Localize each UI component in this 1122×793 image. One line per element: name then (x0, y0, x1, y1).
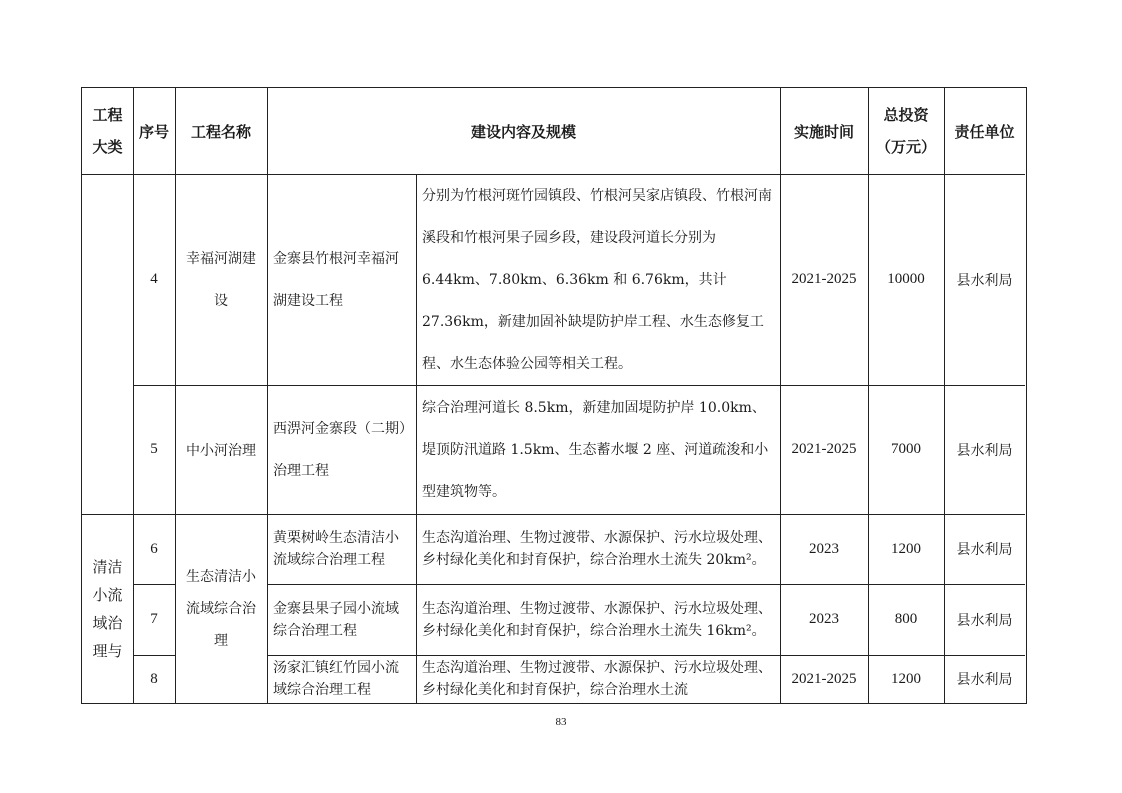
row-6-period: 2023 (809, 540, 839, 557)
row-7-name: 金寨县果子园小流域综合治理工程 (273, 600, 399, 639)
row-6-unit: 县水利局 (956, 542, 1013, 558)
row-7-seq: 7 (150, 611, 158, 627)
row-8-name: 汤家汇镇红竹园小流域综合治理工程 (273, 660, 399, 698)
row-4-seq: 4 (150, 271, 158, 287)
header-seq: 序号 (138, 122, 169, 141)
row-8-investment: 1200 (891, 670, 921, 687)
row-6-name: 黄栗树岭生态清洁小流域综合治理工程 (273, 530, 399, 568)
header-period: 实施时间 (793, 122, 854, 141)
header-unit: 责任单位 (954, 122, 1015, 141)
header-content: 建设内容及规模 (470, 122, 576, 141)
row-5-seq: 5 (150, 441, 158, 457)
header-name: 工程名称 (190, 122, 251, 141)
row-8-unit: 县水利局 (956, 672, 1013, 688)
row-4-content: 分别为竹根河斑竹园镇段、竹根河吴家店镇段、竹根河南溪段和竹根河果子园乡段，建设段河道长分别为 6.44km、7.80km、6.36km 和 6.76km，共计27.36km，新建加固补缺堤防护岸工程、水生态修复工程、水生态体验公园等相关工程。 (422, 187, 772, 372)
row-7-unit: 县水利局 (956, 612, 1013, 629)
row-8-seq: 8 (150, 670, 158, 687)
row-5-investment: 7000 (891, 441, 921, 457)
row-5-unit: 县水利局 (956, 442, 1013, 459)
row-8-content: 生态沟道治理、生物过渡带、水源保护、污水垃圾处理、乡村绿化美化和封育保护，综合治理水土流 (422, 660, 772, 698)
project-table (81, 87, 1027, 704)
row-4-investment: 10000 (887, 271, 925, 287)
row-4-name: 金寨县竹根河幸福河湖建设工程 (273, 250, 399, 309)
row-5-content: 综合治理河道长 8.5km，新建加固堤防护岸 10.0km、堤顶防汛道路 1.5km、生态蓄水堰 2 座、河道疏浚和小型建筑物等。 (422, 399, 769, 500)
row-5-period: 2021-2025 (791, 441, 857, 457)
row-5-name: 西淠河金寨段（二期）治理工程 (273, 420, 406, 479)
row-7-period: 2023 (809, 611, 839, 627)
header-investment: 总投资 （万元） (875, 106, 936, 156)
row-5-project-type: 中小河治理 (186, 442, 256, 459)
page-number: 83 (555, 716, 567, 728)
row-4-period: 2021-2025 (791, 271, 857, 287)
row-8-period: 2021-2025 (791, 670, 857, 687)
group-category: 清洁 小流 域治 理与 (92, 557, 123, 660)
row-4-project-type: 幸福河湖建设 (186, 250, 256, 309)
row-6-seq: 6 (150, 540, 158, 557)
row-7-investment: 800 (894, 611, 918, 627)
header-category: 工程 大类 (92, 106, 123, 156)
row-6-investment: 1200 (891, 540, 921, 557)
row-6-content: 生态沟道治理、生物过渡带、水源保护、污水垃圾处理、乡村绿化美化和封育保护，综合治理水土流失 20km²。 (422, 530, 772, 568)
row-7-content: 生态沟道治理、生物过渡带、水源保护、污水垃圾处理、乡村绿化美化和封育保护，综合治理水土流失 16km²。 (422, 600, 772, 639)
row-4-unit: 县水利局 (956, 272, 1013, 289)
group-project-type: 生态清洁小 流域综合治 理 (186, 568, 256, 649)
